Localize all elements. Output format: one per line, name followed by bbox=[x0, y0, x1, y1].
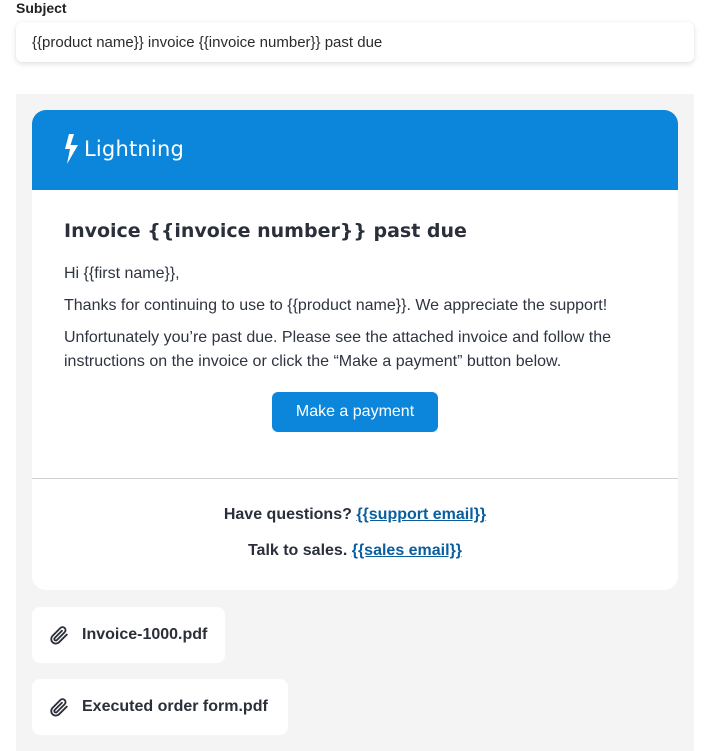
sales-line bbox=[32, 542, 678, 560]
paperclip-icon bbox=[48, 624, 70, 646]
paperclip-icon bbox=[48, 696, 70, 718]
email-preview-area bbox=[16, 94, 694, 751]
email-footer bbox=[32, 479, 678, 560]
subject-input[interactable] bbox=[16, 22, 694, 62]
attachment-item[interactable] bbox=[32, 679, 288, 735]
support-email-link[interactable]: {{support email}} bbox=[356, 506, 487, 523]
subject-label: Subject bbox=[16, 0, 67, 16]
email-heading: Invoice {{invoice number}} past due bbox=[64, 220, 467, 242]
attachment-name: Executed order form.pdf bbox=[82, 698, 268, 715]
make-payment-button[interactable]: Make a payment bbox=[272, 392, 438, 432]
sales-email-link[interactable]: {{sales email}} bbox=[351, 542, 463, 559]
support-prefix: Have questions? bbox=[223, 506, 352, 523]
support-line bbox=[32, 506, 678, 524]
email-body bbox=[32, 190, 678, 432]
email-paragraph-2: Unfortunately you’re past due. Please see the attached invoice and follow the instructions on the invoice or click the “Make a payment” button below. bbox=[64, 329, 612, 370]
attachment-item[interactable] bbox=[32, 607, 225, 663]
brand-name: Lightning bbox=[84, 137, 184, 161]
brand-logo bbox=[64, 134, 184, 164]
cta-wrap bbox=[64, 392, 646, 432]
email-greeting: Hi {{first name}}, bbox=[64, 265, 180, 282]
email-header bbox=[32, 110, 678, 190]
attachment-name: Invoice-1000.pdf bbox=[82, 626, 208, 643]
email-paragraph-1: Thanks for continuing to use to {{product name}}. We appreciate the support! bbox=[64, 297, 608, 314]
lightning-bolt-icon bbox=[64, 134, 80, 164]
email-card bbox=[32, 110, 678, 590]
sales-prefix: Talk to sales. bbox=[247, 542, 348, 559]
